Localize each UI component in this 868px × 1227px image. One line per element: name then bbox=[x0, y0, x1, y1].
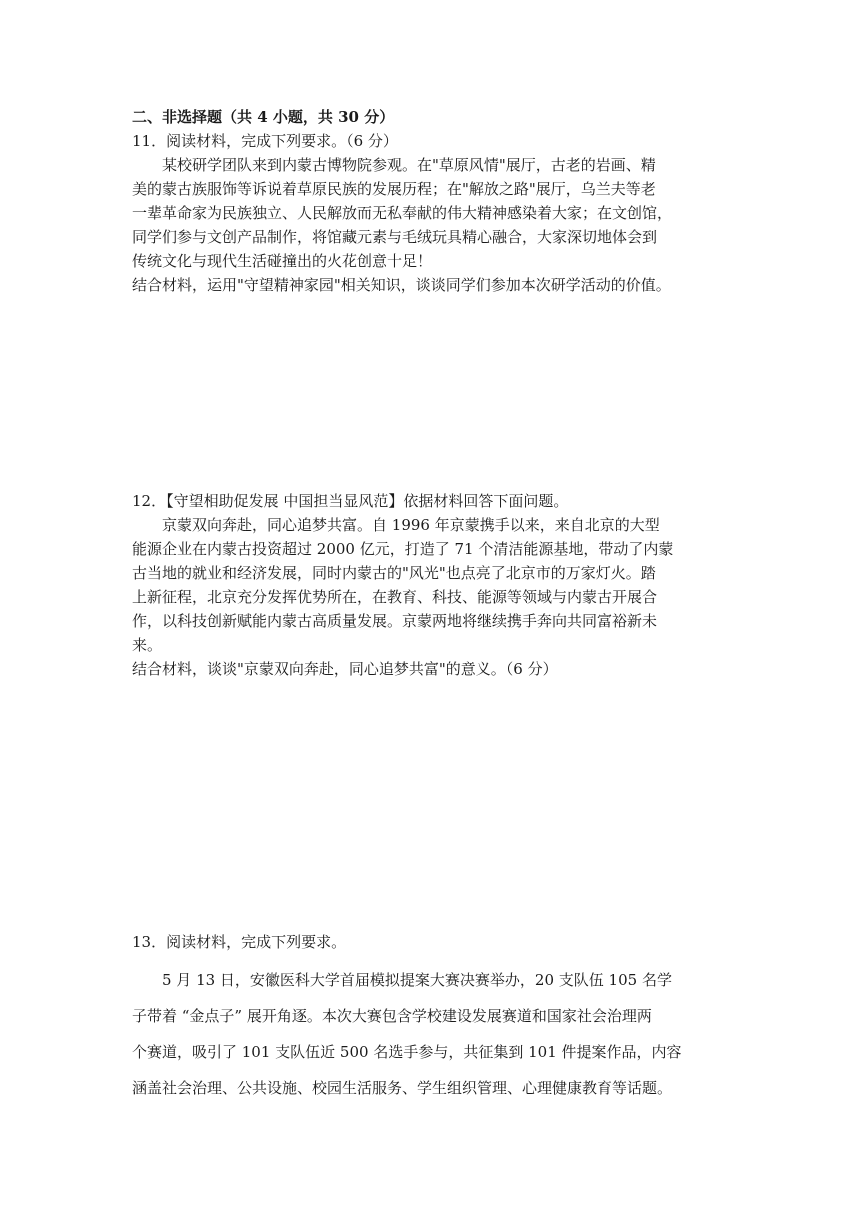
section-title: 二、非选择题（共 4 小题，共 30 分） bbox=[132, 108, 395, 126]
question-12 bbox=[132, 489, 742, 681]
material-line: 一辈革命家为民族独立、人民解放而无私奉献的伟大精神感染着大家；在文创馆， bbox=[132, 204, 673, 222]
material-line: 上新征程，北京充分发挥优势所在，在教育、科技、能源等领域与内蒙古开展合 bbox=[132, 588, 658, 606]
material-line: 涵盖社会治理、公共设施、校园生活服务、学生组织管理、心理健康教育等话题。 bbox=[132, 1079, 673, 1097]
question-11-prompt: 结合材料，运用"守望精神家园"相关知识，谈谈同学们参加本次研学活动的价值。 bbox=[132, 276, 671, 294]
section-header bbox=[132, 105, 742, 129]
material-line: 美的蒙古族服饰等诉说着草原民族的发展历程；在"解放之路"展厅，乌兰夫等老 bbox=[132, 180, 656, 198]
material-line: 某校研学团队来到内蒙古博物院参观。在"草原风情"展厅，古老的岩画、精 bbox=[162, 156, 656, 174]
question-12-prompt: 结合材料，谈谈"京蒙双向奔赴，同心追梦共富"的意义。（6 分） bbox=[132, 660, 558, 678]
material-line: 个赛道，吸引了 101 支队伍近 500 名选手参与，共征集到 101 件提案作品，内容 bbox=[132, 1043, 682, 1061]
question-12-heading: 12．【守望相助促发展 中国担当显风范】依据材料回答下面问题。 bbox=[132, 492, 569, 510]
question-11-heading: 11．阅读材料，完成下列要求。（6 分） bbox=[132, 132, 398, 150]
material-line: 同学们参与文创产品制作，将馆藏元素与毛绒玩具精心融合，大家深切地体会到 bbox=[132, 228, 658, 246]
material-line: 5 月 13 日，安徽医科大学首届模拟提案大赛决赛举办，20 支队伍 105 名学 bbox=[162, 971, 672, 989]
material-line: 古当地的就业和经济发展，同时内蒙古的"风光"也点亮了北京市的万家灯火。踏 bbox=[132, 564, 656, 582]
material-line: 传统文化与现代生活碰撞出的火花创意十足！ bbox=[132, 252, 433, 270]
question-13-heading: 13．阅读材料，完成下列要求。 bbox=[132, 933, 347, 951]
question-11 bbox=[132, 129, 742, 297]
material-line: 能源企业在内蒙古投资超过 2000 亿元，打造了 71 个清洁能源基地，带动了内蒙 bbox=[132, 540, 674, 558]
material-line: 作，以科技创新赋能内蒙古高质量发展。京蒙两地将继续携手奔向共同富裕新未 bbox=[132, 612, 658, 630]
material-line: 子带着 “金点子” 展开角逐。本次大赛包含学校建设发展赛道和国家社会治理两 bbox=[132, 1007, 652, 1025]
material-line: 来。 bbox=[132, 636, 163, 654]
question-13 bbox=[132, 930, 742, 1106]
material-line: 京蒙双向奔赴，同心追梦共富。自 1996 年京蒙携手以来，来自北京的大型 bbox=[162, 516, 660, 534]
